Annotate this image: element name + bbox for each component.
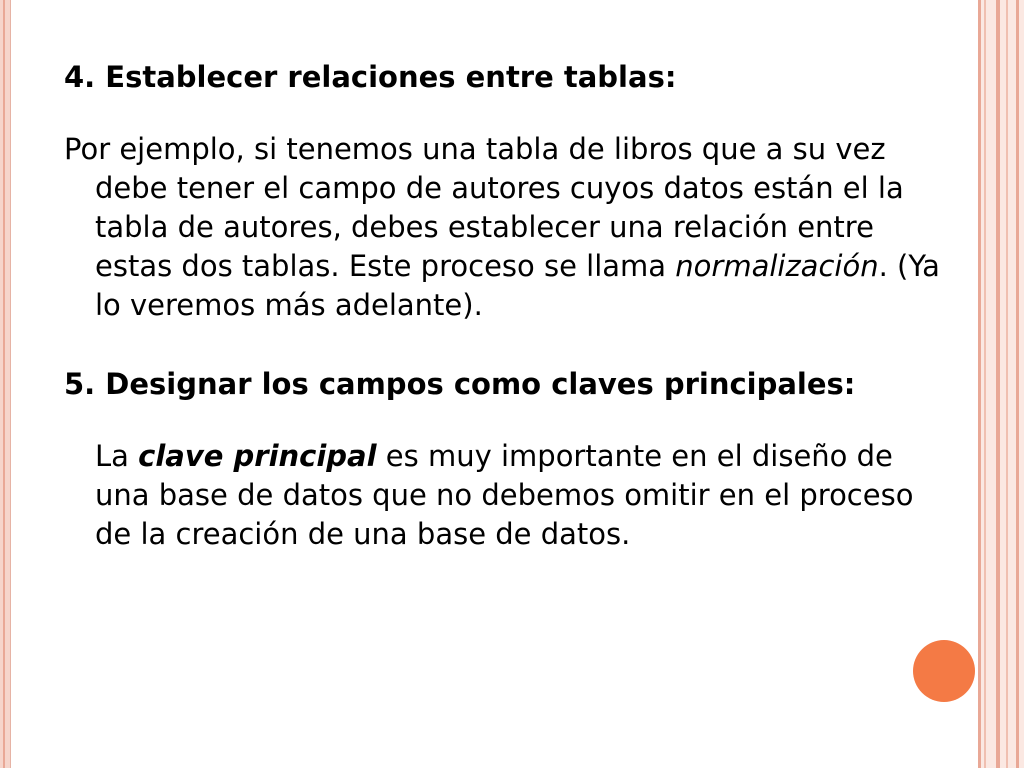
- border-stripe: [984, 0, 986, 768]
- border-stripe: [996, 0, 1000, 768]
- slide-content: [64, 58, 954, 554]
- section-5-body-end: es muy importante en el diseño de una base de datos que no debemos omitir en el proceso de la creación de una base de datos.: [95, 439, 914, 551]
- section-4-paragraph: [64, 130, 954, 325]
- border-stripe: [978, 0, 981, 768]
- border-stripe: [1016, 0, 1019, 768]
- section-5-heading: 5. Designar los campos como claves principales:: [64, 367, 856, 401]
- section-5-body-bold-italic: clave principal: [138, 439, 377, 473]
- section-4-body-italic: normalización: [675, 249, 879, 283]
- section-5-paragraph: [64, 437, 954, 554]
- section-4-body-start: Por ejemplo, si tenemos una tabla de libros que a su vez debe tener el campo de autores cuyos datos están el la tabla de autores, debes establecer una relación entre estas dos tablas. Este proceso se llama: [64, 132, 904, 283]
- right-decorative-border: [978, 0, 1024, 768]
- section-5-body-start: La: [95, 439, 139, 473]
- border-stripe: [1006, 0, 1008, 768]
- section-4-body-end: . (Ya lo veremos más adelante).: [95, 249, 940, 322]
- section-4-heading: 4. Establecer relaciones entre tablas:: [64, 60, 677, 94]
- orange-circle-decoration: [913, 640, 975, 702]
- left-decorative-border: [0, 0, 11, 768]
